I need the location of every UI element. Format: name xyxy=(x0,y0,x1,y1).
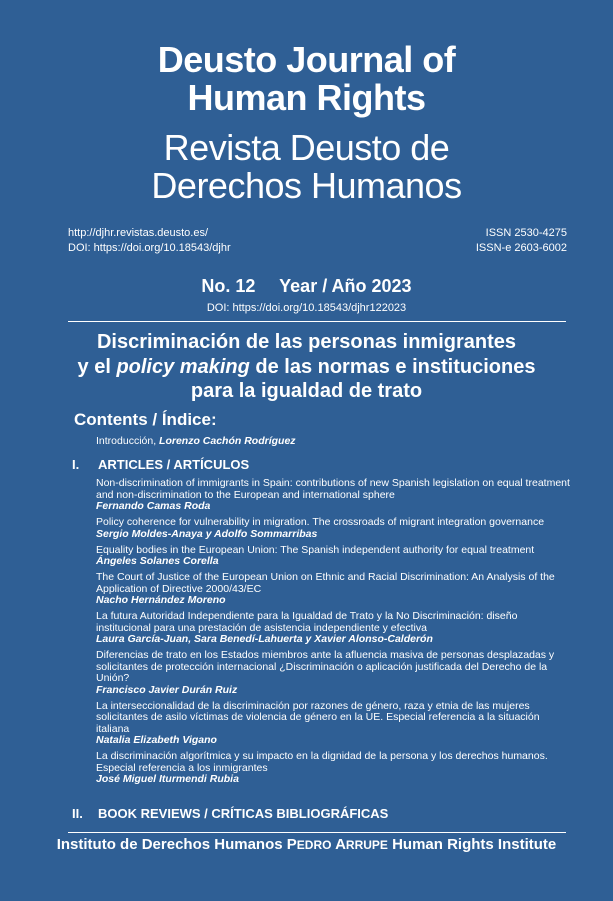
issue-year: Year / Año 2023 xyxy=(279,276,412,296)
article-author: Natalia Elizabeth Vigano xyxy=(96,734,217,746)
article-author: Sergio Moldes-Anaya y Adolfo Sommarribas xyxy=(96,527,318,540)
article-title: La futura Autoridad Independiente para la Igualdad de Trato y la No Discriminación: diseño institucional para una prestación de asistencia independiente y efectiva xyxy=(96,610,518,634)
issue-number: No. 12 xyxy=(201,276,256,296)
institute-a2: RRUPE xyxy=(345,838,388,852)
theme-line2-italic: policy making xyxy=(116,355,250,378)
journal-title-en-line1: Deusto Journal of xyxy=(157,39,456,80)
institute-a1: A xyxy=(331,836,346,853)
journal-title-en-line2: Human Rights xyxy=(187,77,426,118)
article-author: Ángeles Solanes Corella xyxy=(96,555,219,567)
section-book-reviews[interactable] xyxy=(72,806,388,821)
institute-name-post: Human Rights Institute xyxy=(387,836,557,853)
theme-line2 xyxy=(0,355,613,380)
journal-title-es-line2: Derechos Humanos xyxy=(151,165,462,206)
article-title: Diferencias de trato en los Estados miembros ante la afluencia masiva de personas desplazadas y solicitantes de protección internacional ¿Discriminación o aplicación justificada del Derecho de la Unión? xyxy=(96,649,555,684)
theme-line2-pre: y el xyxy=(77,355,117,378)
article-entry[interactable] xyxy=(96,478,574,513)
issue-doi[interactable]: DOI: https://doi.org/10.18543/djhr122023 xyxy=(206,302,407,314)
institute-p2: EDRO xyxy=(296,838,332,852)
article-title: Non-discrimination of immigrants in Spain: contributions of new Spanish legislation on equal treatment and non-discrimination to the European and international sphere xyxy=(96,477,570,501)
divider-top xyxy=(68,321,566,322)
journal-doi[interactable]: DOI: https://doi.org/10.18543/djhr xyxy=(68,242,231,254)
journal-url[interactable]: http://djhr.revistas.deusto.es/ xyxy=(68,227,209,239)
article-entry[interactable] xyxy=(96,545,574,568)
journal-issn xyxy=(476,226,567,256)
issn-print: ISSN 2530-4275 xyxy=(485,227,567,239)
article-entry[interactable] xyxy=(96,517,574,540)
institute-p1: P xyxy=(286,836,297,853)
journal-title-en xyxy=(0,41,613,117)
article-entry[interactable] xyxy=(96,650,574,696)
article-title: La discriminación algorítmica y su impacto en la dignidad de la persona y los derechos humanos. Especial referencia a los inmigrantes xyxy=(96,750,548,774)
article-title: Policy coherence for vulnerability in migration. The crossroads of migrant integration governance xyxy=(96,516,545,528)
article-entry[interactable] xyxy=(96,751,574,786)
issue-theme xyxy=(0,330,613,404)
section-book-reviews-num: II. xyxy=(72,806,83,821)
section-book-reviews-label: BOOK REVIEWS / CRÍTICAS BIBLIOGRÁFICAS xyxy=(98,806,389,821)
article-author: José Miguel Iturmendi Rubia xyxy=(96,773,239,785)
journal-title-es xyxy=(0,129,613,205)
theme-line3: para la igualdad de trato xyxy=(190,380,423,402)
article-title: La interseccionalidad de la discriminación por razones de género, raza y etnia de las mujeres solicitantes de asilo víctimas de violencia de género en la UE. Especial referencia a la situación italiana xyxy=(96,699,540,735)
article-author: Laura García-Juan, Sara Benedí-Lahuerta y Xavier Alonso-Calderón xyxy=(96,633,433,645)
intro-label: Introducción, xyxy=(96,435,160,447)
journal-links xyxy=(68,226,231,256)
article-entry[interactable] xyxy=(96,572,574,607)
intro-entry[interactable] xyxy=(96,435,296,447)
article-author: Nacho Hernández Moreno xyxy=(96,594,226,606)
issn-electronic: ISSN-e 2603-6002 xyxy=(475,242,567,254)
theme-line1: Discriminación de las personas inmigrantes xyxy=(96,331,517,353)
institute-name-pre: Instituto de Derechos Humanos xyxy=(56,836,287,853)
article-author: Francisco Javier Durán Ruiz xyxy=(96,683,238,696)
article-title: Equality bodies in the European Union: The Spanish independent authority for equal treatment xyxy=(96,543,535,556)
section-articles-num: I. xyxy=(72,457,80,472)
issue-line xyxy=(0,276,613,297)
article-entry[interactable] xyxy=(96,611,574,646)
theme-line2-post: de las normas e instituciones xyxy=(249,355,536,378)
divider-bottom xyxy=(68,832,566,833)
article-author: Fernando Camas Roda xyxy=(96,500,211,512)
article-title: The Court of Justice of the European Union on Ethnic and Racial Discrimination: An Analysis of the Application of Directive 2000/43/EC xyxy=(96,571,555,595)
journal-title-es-line1: Revista Deusto de xyxy=(163,127,450,168)
section-articles[interactable] xyxy=(72,457,249,472)
institute-name xyxy=(0,836,613,853)
contents-heading: Contents / Índice: xyxy=(74,410,217,429)
article-list xyxy=(96,478,574,790)
section-articles-label: ARTICLES / ARTÍCULOS xyxy=(98,457,250,472)
article-entry[interactable] xyxy=(96,701,574,747)
intro-author: Lorenzo Cachón Rodríguez xyxy=(159,435,296,447)
